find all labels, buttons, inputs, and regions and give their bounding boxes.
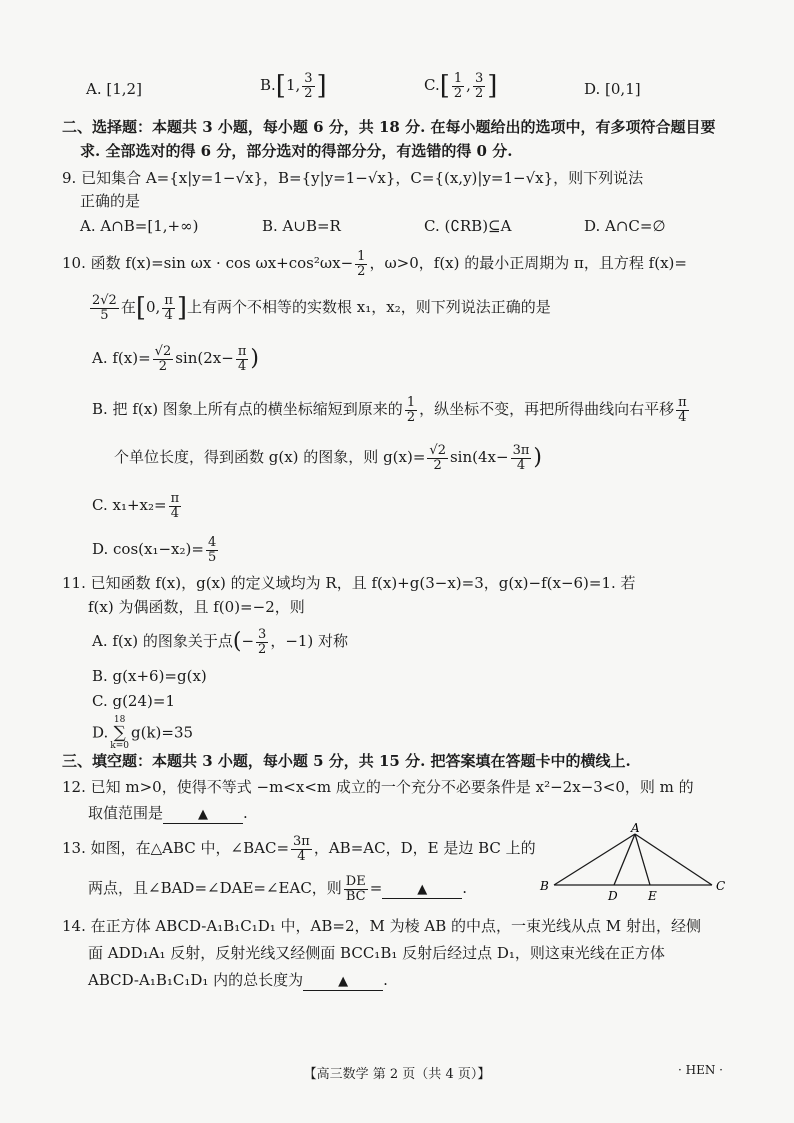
numerator: 3: [304, 71, 313, 86]
equals-sign: =: [369, 879, 383, 898]
q10-option-a-part: A. f(x)=: [92, 349, 151, 368]
bracket-icon: ]: [176, 293, 188, 324]
q10-stem: [62, 250, 687, 278]
side-ab: [554, 834, 635, 885]
q11-option-d-label: D.: [92, 723, 109, 742]
denominator: 4: [164, 307, 173, 323]
q8-option-d: [584, 80, 641, 99]
denominator: 5: [207, 549, 217, 565]
q8-option-a-text: A. [1,2]: [86, 80, 142, 98]
q11-stem-cont: f(x) 为偶函数，且 f(0)=−2，则: [88, 598, 305, 616]
q10-option-c-part: C. x₁+x₂=: [92, 496, 167, 515]
sum-sigma: ∑: [113, 723, 126, 743]
fraction: [90, 294, 119, 322]
q11-option-d: [92, 716, 193, 751]
numerator: 2√2: [92, 293, 117, 308]
fraction: [236, 345, 249, 373]
q14-stem-part: ABCD-A₁B₁C₁D₁ 内的总长度为: [88, 971, 304, 989]
numerator: DE: [345, 874, 366, 889]
section3-heading: 三、填空题：本题共 3 小题，每小题 5 分，共 15 分. 把答案填在答题卡中的横线上.: [62, 752, 631, 770]
page-footer: 【高三数学 第 2 页（共 4 页）】: [303, 1067, 491, 1082]
numerator: 1: [406, 395, 416, 410]
q8-option-d-text: D. [0,1]: [584, 80, 641, 98]
q13-stem: [62, 835, 536, 863]
summation-icon: [110, 716, 129, 751]
fraction: [256, 628, 268, 656]
footer-code: · HEN ·: [678, 1063, 723, 1077]
q8-option-b-left: 1,: [285, 76, 301, 95]
denominator: 2: [474, 85, 484, 101]
denominator: 5: [100, 307, 109, 323]
sum-upper: 18: [113, 715, 126, 725]
section2-heading: 二、选择题：本题共 3 小题，每小题 6 分，共 18 分. 在每小题给出的选项中，有多项符合题目要: [62, 118, 716, 136]
q10-stem-part: 10. 函数 f(x)=sin ωx · cos ωx+cos²ωx−: [62, 254, 354, 273]
denominator: 4: [237, 358, 247, 374]
q8-option-c-label: C.: [424, 76, 440, 95]
denominator: 4: [297, 848, 306, 864]
triangle-figure: [532, 822, 732, 902]
q9-option-d: D. A∩C=∅: [584, 217, 666, 235]
paren-icon: (: [232, 629, 242, 655]
denominator: 4: [170, 505, 179, 521]
segment-ad: [614, 834, 635, 885]
q14-stem-cont2: ABCD-A₁B₁C₁D₁ 内的总长度为 ▲ .: [88, 971, 388, 991]
numerator: π: [164, 293, 173, 308]
q10-option-b-cont: [114, 444, 542, 472]
q10-option-d: [92, 536, 220, 564]
minus-sign: −: [241, 632, 255, 651]
numerator: 3: [474, 71, 484, 86]
q12-stem: 12. 已知 m>0，使得不等式 −m<x<m 成立的一个充分不必要条件是 x²−2x−3<0，则 m 的: [62, 778, 694, 796]
segment-ae: [635, 834, 650, 885]
fraction: [162, 294, 175, 322]
q13-stem-part: 两点，且∠BAD=∠DAE=∠EAC，则: [88, 879, 342, 898]
paren-icon: ): [250, 346, 259, 372]
answer-blank[interactable]: ▲: [303, 974, 383, 991]
bracket-icon: [: [275, 71, 286, 102]
q11-option-b: B. g(x+6)=g(x): [92, 667, 207, 685]
fraction: [169, 492, 182, 520]
label-d: D: [608, 889, 618, 902]
fraction: [344, 875, 368, 903]
denominator: 2: [406, 409, 416, 425]
q14-stem-cont: 面 ADD₁A₁ 反射，反射光线又经侧面 BCC₁B₁ 反射后经过点 D₁，则这束光线在正方体: [88, 944, 665, 962]
section2-heading-cont: 求. 全部选对的得 6 分，部分选对的得部分分，有选错的得 0 分.: [80, 142, 513, 160]
q11-option-a: [92, 628, 348, 656]
numerator: √2: [429, 443, 446, 458]
q13-stem-part: 13. 如图，在△ABC 中，∠BAC=: [62, 839, 290, 858]
fraction: [302, 72, 314, 100]
label-c: C: [716, 879, 726, 893]
numerator: 4: [207, 535, 217, 550]
q10-stem-part: 在: [120, 298, 136, 317]
numerator: √2: [154, 344, 172, 359]
q10-option-b-part: 个单位长度，得到函数 g(x) 的图象，则 g(x)=: [114, 448, 426, 467]
fraction: [405, 396, 417, 424]
q12-stem-part: 取值范围是: [88, 804, 164, 822]
answer-blank[interactable]: ▲: [163, 807, 243, 824]
denominator: 2: [158, 358, 168, 374]
denominator: 2: [258, 641, 267, 657]
denominator: BC: [345, 888, 366, 904]
sum-lower: k=0: [110, 741, 129, 751]
numerator: 1: [453, 71, 463, 86]
bracket-icon: [: [135, 293, 146, 324]
q11-stem: 11. 已知函数 f(x)，g(x) 的定义域均为 R，且 f(x)+g(3−x)=3，g(x)−f(x−6)=1. 若: [62, 574, 636, 592]
q13-stem-part: ，AB=AC，D，E 是边 BC 上的: [313, 839, 536, 858]
q9-stem-cont: 正确的是: [80, 192, 141, 210]
denominator: 2: [453, 85, 463, 101]
denominator: 4: [516, 457, 526, 473]
fraction: [206, 536, 218, 564]
side-ac: [635, 834, 712, 885]
label-e: E: [648, 889, 657, 902]
q12-stem-cont: 取值范围是 ▲ .: [88, 804, 248, 824]
fraction: [355, 250, 367, 278]
q10-option-d-part: D. cos(x₁−x₂)=: [92, 540, 204, 559]
bracket-icon: ]: [316, 71, 327, 102]
q9-option-c: C. (∁RB)⊆A: [424, 217, 512, 235]
q11-option-d-part: g(k)=35: [131, 723, 194, 742]
denominator: 4: [678, 409, 687, 425]
label-b: B: [540, 879, 549, 893]
q10-option-a: [92, 345, 259, 373]
paren-icon: ): [533, 445, 542, 471]
numerator: 3: [258, 627, 267, 642]
interval-start: 0,: [146, 298, 161, 317]
fraction: [452, 72, 464, 100]
denominator: 2: [433, 457, 442, 473]
q10-stem-part: ，ω>0，f(x) 的最小正周期为 π，且方程 f(x)=: [369, 254, 687, 273]
fraction: [473, 72, 485, 100]
q10-option-b-part: B. 把 f(x) 图象上所有点的横坐标缩短到原来的: [92, 400, 403, 419]
q10-option-b-part: sin(4x−: [449, 448, 509, 467]
q8-option-a: [86, 80, 142, 99]
bracket-icon: [: [439, 71, 450, 102]
q11-option-a-part: A. f(x) 的图象关于点: [92, 632, 233, 651]
q14-stem: 14. 在正方体 ABCD-A₁B₁C₁D₁ 中，AB=2，M 为棱 AB 的中点，一束光线从点 M 射出，经侧: [62, 917, 701, 935]
numerator: 1: [357, 249, 366, 264]
q11-option-c: C. g(24)=1: [92, 692, 175, 710]
denominator: 2: [357, 263, 366, 279]
numerator: π: [678, 395, 687, 410]
comma: ,: [466, 76, 471, 95]
q10-option-b-part: ，纵坐标不变，再把所得曲线向右平移: [419, 400, 675, 419]
denominator: 2: [304, 85, 313, 101]
q9-option-a: A. A∩B=[1,+∞): [80, 217, 199, 235]
q10-option-c: [92, 492, 183, 520]
bracket-icon: ]: [487, 71, 498, 102]
numerator: 3π: [293, 834, 310, 849]
numerator: π: [237, 344, 247, 359]
numerator: π: [170, 491, 180, 506]
q10-stem-part: 上有两个不相等的实数根 x₁，x₂，则下列说法正确的是: [187, 298, 551, 317]
q8-option-b-label: B.: [260, 76, 276, 95]
q8-option-c: [424, 72, 497, 100]
q13-stem-cont: 两点，且∠BAD=∠DAE=∠EAC，则 $\frac{DE}{BC}$ = ▲ .: [88, 874, 468, 904]
q10-option-b: [92, 396, 691, 424]
answer-blank[interactable]: ▲: [382, 882, 462, 899]
q10-option-a-part: sin(2x−: [175, 349, 234, 368]
q9-stem: 9. 已知集合 A={x|y=1−√x}，B={y|y=1−√x}，C={(x,y)|y=1−√x}，则下列说法: [62, 169, 644, 187]
fraction: [511, 444, 532, 472]
q11-option-a-part: ，−1) 对称: [270, 632, 349, 651]
q8-option-b: [260, 72, 327, 100]
fraction: [676, 396, 689, 424]
q10-stem-cont: [88, 294, 551, 322]
fraction: [153, 345, 174, 373]
label-a: A: [631, 822, 640, 835]
fraction: [291, 835, 312, 863]
q9-option-b: B. A∪B=R: [262, 217, 341, 235]
numerator: 3π: [512, 443, 530, 458]
fraction: [427, 444, 448, 472]
